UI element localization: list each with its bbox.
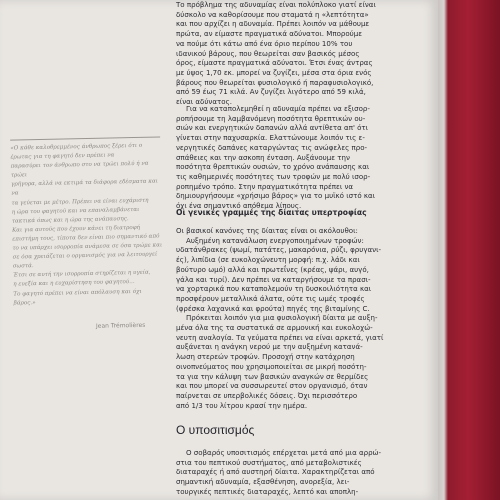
- paragraph-fighting-thinness: [176, 104, 424, 211]
- paragraph-intro: Οι βασικοί κανόνες της δίαιτας είναι οι ακόλουθοι:: [176, 226, 358, 235]
- section-heading-malnutrition: Ο υποσιτισμός: [176, 423, 255, 437]
- paragraph-text: Ο σοβαρός υποσιτισμός επέρχεται μετά από μια αρρώ- στια του πεπτικού συστήματος, από μεταβολιστικές διαταραχές ή από αυστηρή δίαιτα. Χαρακτηρίζεται από σημαντική αδυναμία, εξασθένηση, ανορεξία, λει- τουργικές πεπτικές διαταραχές, λεπτό και αποπλη-: [176, 448, 381, 496]
- paragraph-diet-rules: [176, 226, 424, 410]
- quote-author: Jean Trémolières: [95, 321, 146, 330]
- book-spine: [438, 0, 500, 500]
- subheading-hypertrophy-diet: Οι γενικές γραμμές της δίαιτας υπερτροφίας: [176, 208, 367, 217]
- paragraph-thinness-definition: [176, 0, 424, 107]
- paragraph-balanced-diet: Πρόκειται λοιπόν για μια φυσιολογική δίαιτα με αυξη- μένα όλα της τα συστατικά σε αρμονική και ευκολοχώ- νευτη αναλογία. Τα γεύματα πρέπει να είναι αρκετά, γιατί αυξάνεται η ανάγκη νερού με την αυξημένη κατανά- λωση στερεών τροφών. Προσοχή στην κατάχρηση οινοπνεύματος που χρησιμοποιείται σε μικρή ποσότη- τα για την κάλυψη των βασικών αναγκών σε θερμίδες και που μπορεί να συσσωρευτεί στον οργανισμό, όταν παίρνεται σε υπερβολικές δόσεις. Όχι περισσότερο από 1/3 του λίτρου κρασί την ημέρα.: [176, 313, 384, 410]
- sidebar-quote: «Ο κάθε καλοθρεμμένος άνθρωπος ξέρει ότι ο έρωτας για τη φαγητό δεν πρέπει να παρασύρει τον άνθρωπο στο να τρώει πολύ ή να τρώει γρήγορα, αλλά να εκτιμά τα διάφορα εδέσματα και να τα γεύεται με μέτρο. Πρέπει να είναι ευχάριστη η ώρα του φαγητού και να επαναλαμβάνεται τακτικά όπως και η ώρα της ανάπαυσης. Και για αυτούς που έχουν κάνει τη διατροφή επιστήμη τους, τίποτα δεν είναι πιο σημαντικό από το να υπάρχει ισορροπία ανάμεσα σε όσα τρώμε και σε όσα χρειάζεται ο οργανισμός για να λειτουργεί σωστά. Έτσι σε αυτή την ισορροπία στηρίζεται η υγεία, η ευεξία και η ευχαρίστηση του φαγητού... Το φαγητό πρέπει να είναι απόλαυση και όχι βάρος.»: [10, 136, 164, 316]
- paragraph-foods: Αυξημένη κατανάλωση ενεργοποιημένων τροφών: υδατάνθρακες (ψωμί, πατάτες, μακαρόνια, ρύζι, φρυγανι- ές), λιπίδια (σε ευκολοχώνευτη μορφή: π.χ. λάδι και βούτυρο ωμό) αλλά και πρωτεΐνες (κρέας, ψάρι, αυγό, γάλα και τυρί). Δεν πρέπει να καταργήσουμε τα πρασι- να χορταρικά που καταπολεμούν τη δυσκοιλιότητα και προσφέρουν μεταλλικά άλατα, ούτε τις ωμές τροφές (φρέσκα λαχανικά και φρούτα) πηγές της βιταμίνης C.: [176, 235, 381, 313]
- paragraph-malnutrition: [176, 448, 424, 497]
- paragraph-text: Για να καταπολεμηθεί η αδυναμία πρέπει να εξισορ- ροπήσουμε τη λαμβανόμενη ποσότητα θρεπτικών ου- σιών και ενεργητικών δαπανών αλλά αντίθετα απ' ότι γίνεται στην παχυσαρκία. Ελαττώνουμε λοιπόν τις ε- νεργητικές δαπάνες καταργώντας τις ανώφελες προ- σπάθειες και την ασκοπη ένταση. Αυξάνουμε την ποσότητα θρεπτικών ουσιών, το χρόνο ανάπαυσης και τις καθημερινές ποσότητες των τροφών με πολύ ισορ- ροπημένο τρόπο. Στην πραγματικότητα πρέπει να δημιουργήσουμε «χρήσιμο βάρος» για το μυϊκό ιστό και όχι ένα σημαντικό απόθεμα λίπους.: [176, 104, 376, 211]
- paragraph-text: Το πρόβλημα της αδυναμίας είναι πολύπλοκο γιατί είναι δύσκολο να καθορίσουμε που σταματά η «λεπτότητα» και που αρχίζει η αδυναμία. Πρέπει λοιπόν να μάθουμε πρώτα, αν είμαστε πραγματικά αδύνατοι. Μπορούμε να πούμε ότι κάτω από ένα όριο περίπου 10% του ιδανικού βάρους, που θεωρείται σαν βασικός μέσος όρος, είμαστε πραγματικά αδύνατοι. Έτσι ένας άντρας με ύψος 1,70 εκ. μπορεί να ζυγίζει, μέσα στα όρια ενός βάρους που θεωρείται φυσιολογικό ή παραφυσιολογικό, από 59 έως 71 κιλά. Αν ζυγίζει λιγότερο από 59 κιλά, είναι αδύνατος.: [176, 0, 376, 107]
